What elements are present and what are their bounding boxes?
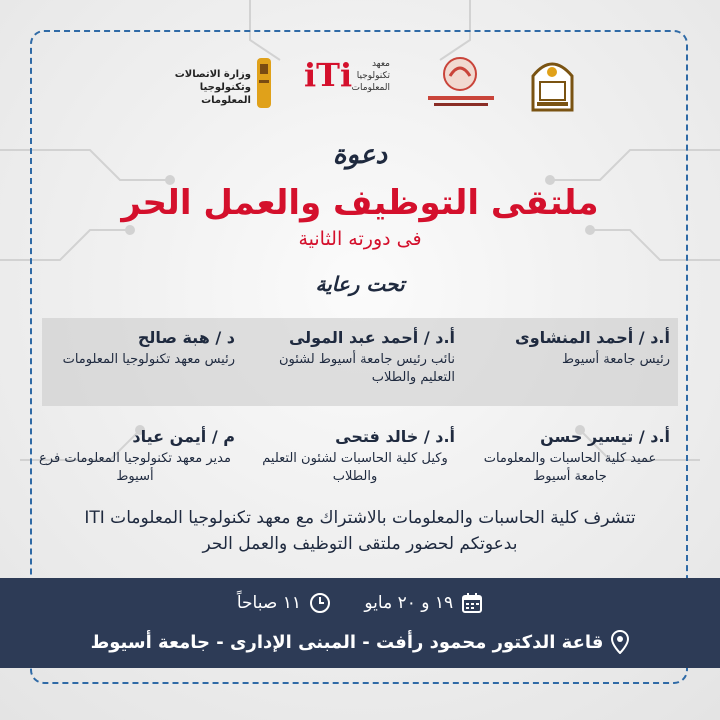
patron-name: أ.د / خالد فتحى (335, 427, 455, 446)
iti-name-line1: معهد (371, 59, 390, 69)
patron-role: مدير معهد تكنولوجيا المعلومات فرع أسيوط (39, 451, 231, 484)
time-text: ١١ صباحاً (236, 593, 301, 613)
event-date (364, 592, 483, 614)
patron-name: أ.د / أحمد عبد المولى (288, 328, 455, 347)
edition-subtitle: فى دورته الثانية (298, 228, 422, 250)
patron-card (255, 427, 455, 486)
patron-role: رئيس معهد تكنولوجيا المعلومات (62, 352, 235, 367)
calendar-icon (461, 592, 483, 614)
patron-role: نائب رئيس جامعة أسيوط لشئون التعليم والطلاب (279, 352, 455, 385)
invitation-heading: دعوة (332, 140, 388, 170)
location-row (0, 630, 720, 659)
invitation-statement: تتشرف كلية الحاسبات والمعلومات بالاشتراك مع معهد تكنولوجيا المعلومات ITI بدعوتكم لحضور ملتقى التوظيف والعمل الحر (84, 508, 636, 554)
iti-logo (300, 52, 390, 112)
date-time-row (0, 592, 720, 619)
iti-mark: iTi (304, 56, 353, 94)
ministry-name-line2: وتكنولوجيا المعلومات (199, 82, 251, 106)
iti-name-line3: المعلومات (351, 83, 390, 93)
clock-icon (309, 592, 331, 614)
patron-name: د / هبة صالح (137, 328, 235, 347)
patron-role: رئيس جامعة أسيوط (561, 352, 670, 367)
logos-row (0, 52, 720, 112)
ministry-name-line1: وزارة الاتصالات (174, 69, 251, 80)
event-time (237, 592, 331, 614)
iti-name-line2: تكنولوجيا (356, 71, 390, 81)
patron-role: وكيل كلية الحاسبات لشئون التعليم والطلاب (262, 451, 448, 484)
patron-card (35, 328, 235, 369)
event-location (91, 630, 630, 654)
date-text: ١٩ و ٢٠ مايو (364, 593, 454, 613)
location-text: قاعة الدكتور محمود رأفت - المبنى الإدارى - جامعة أسيوط (90, 631, 604, 653)
event-details-bar (0, 578, 720, 668)
assiut-university-logo-icon (525, 52, 580, 112)
patron-card (255, 328, 455, 387)
patron-card (470, 427, 670, 486)
ministry-logo (165, 52, 315, 112)
patron-role: عميد كلية الحاسبات والمعلومات جامعة أسيوط (483, 451, 657, 484)
pharaoh-icon (253, 56, 275, 110)
location-pin-icon (611, 630, 629, 654)
patron-name: أ.د / تيسير حسن (540, 427, 670, 446)
faculty-logo-icon (418, 52, 503, 112)
patron-name: أ.د / أحمد المنشاوى (515, 328, 670, 347)
patron-name: م / أيمن عياد (132, 427, 235, 446)
patron-card (35, 427, 235, 486)
event-title: ملتقى التوظيف والعمل الحر (121, 183, 599, 223)
patron-card (470, 328, 670, 369)
patronage-heading: تحت رعاية (315, 272, 405, 296)
